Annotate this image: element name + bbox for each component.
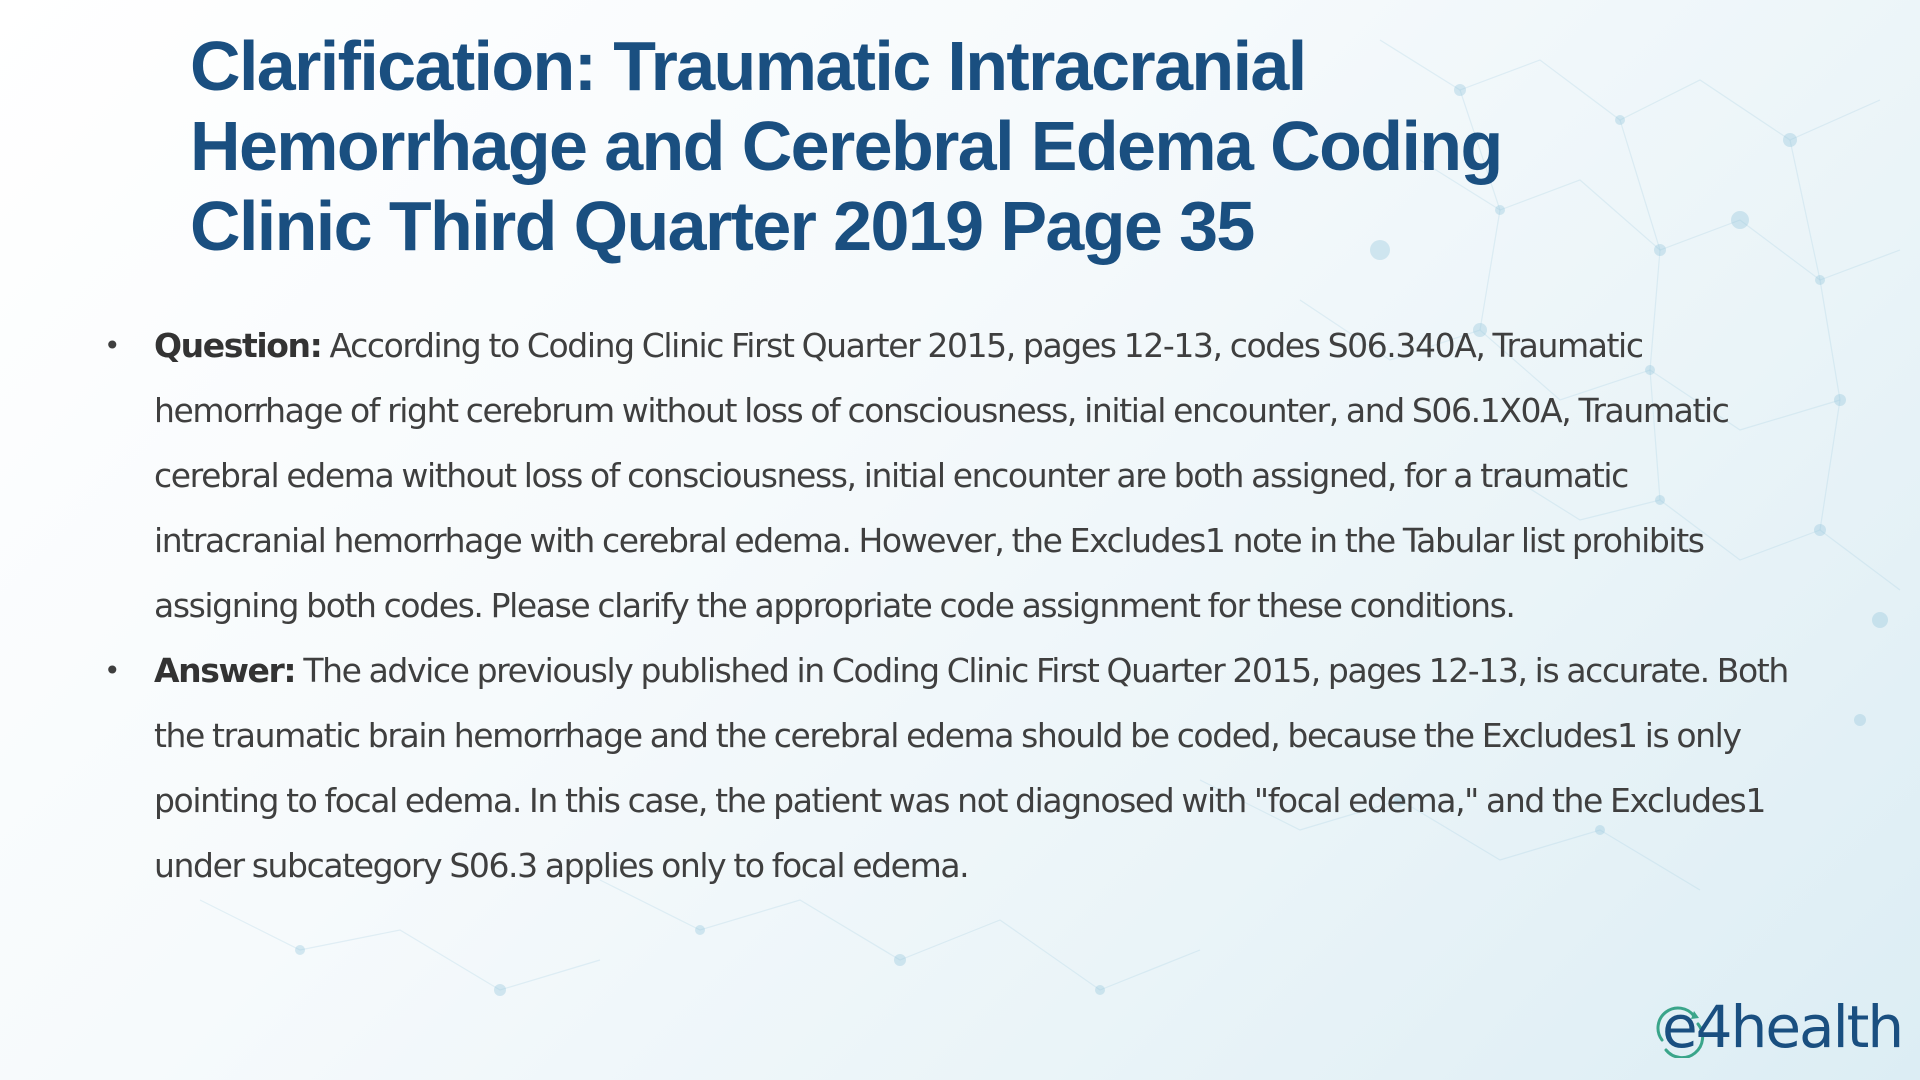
slide-title <box>190 26 1690 266</box>
slide-title-line-3: Clinic Third Quarter 2019 Page 35 <box>190 187 1254 265</box>
question-text: According to Coding Clinic First Quarter 2015, pages 12-13, codes S06.340A, Traumatic hemorrhage of right cerebrum without loss of consciousness, initial encounter, and S06.1X0A, Traumatic cerebral edema without loss of consciousness, initial encounter are both assigned, for a traumatic intracranial hemorrhage with cerebral edema. However, the Excludes1 note in the Tabular list prohibits assigning both codes. Please clarify the appropriate code assignment for these conditions. <box>154 326 1729 625</box>
bullet-question <box>100 313 1800 638</box>
answer-text: The advice previously published in Coding Clinic First Quarter 2015, pages 12-13, is accurate. Both the traumatic brain hemorrhage and the cerebral edema should be coded, because the Excludes1 is only pointing to focal edema. In this case, the patient was not diagnosed with "focal edema," and the Excludes1 under subcategory S06.3 applies only to focal edema. <box>154 651 1788 885</box>
bullet-answer <box>100 638 1800 898</box>
bullet-dot-icon: • <box>104 654 120 687</box>
e4health-logo <box>1662 992 1902 1062</box>
slide-title-line-1: Clarification: Traumatic Intracranial <box>190 27 1306 105</box>
slide-title-line-2: Hemorrhage and Cerebral Edema Coding <box>190 107 1502 185</box>
bullet-dot-icon: • <box>104 329 120 362</box>
question-label: Question: <box>154 326 322 365</box>
logo-text: e4health <box>1662 993 1903 1061</box>
bullet-list <box>100 313 1800 898</box>
answer-label: Answer: <box>154 651 296 690</box>
